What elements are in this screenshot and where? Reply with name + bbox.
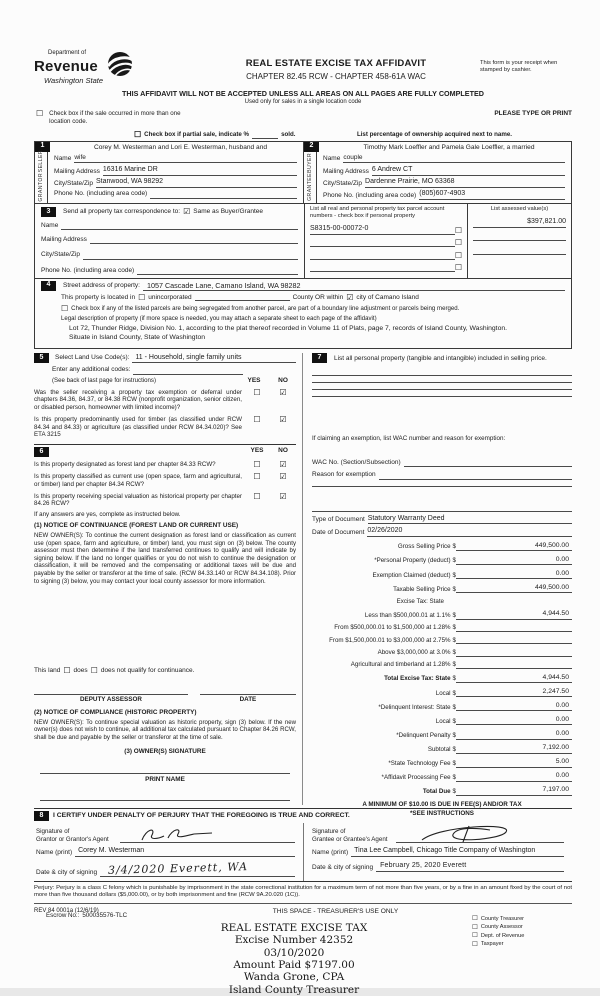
money-label: *State Technology Fee xyxy=(388,759,451,767)
buyer-block xyxy=(303,142,571,204)
seller-side-label: SELLER xyxy=(37,150,44,173)
land-use-column xyxy=(34,353,302,805)
money-label: Taxable Selling Price xyxy=(393,585,451,593)
assessed-value-field[interactable] xyxy=(473,248,566,255)
located-in-label: This property is located in xyxy=(61,293,136,301)
stamp-treasurer-title: Island County Treasurer xyxy=(228,983,360,996)
stamp-excise-number: Excise Number 42352 xyxy=(234,934,354,947)
grantee-signature-block xyxy=(303,823,572,881)
assessed-value-field[interactable]: $397,821.00 xyxy=(473,218,566,228)
assessed-header: List assessed value(s) xyxy=(490,206,549,213)
reason-field[interactable] xyxy=(379,473,572,480)
dept-of-revenue-label: Dept. of Revenue xyxy=(480,932,525,939)
taxpayer-label: Taxpayer xyxy=(480,941,504,948)
county-assessor-label: County Assessor xyxy=(480,924,523,931)
grantee-name-label: Name (print) xyxy=(312,849,349,857)
section-3-number: 3 xyxy=(41,207,56,217)
continuance-title: (1) NOTICE OF CONTINUANCE (FOREST LAND OR CURRENT USE) xyxy=(34,521,239,529)
grantor-signature-block xyxy=(34,823,303,881)
buyer-citystate-field[interactable]: Dardenne Prairie, MO 63368 xyxy=(365,178,565,188)
stamp-line: REAL ESTATE EXCISE TAX xyxy=(220,921,368,934)
street-address-field[interactable]: 1057 Cascade Lane, Camano Island, WA 98282 xyxy=(143,281,565,291)
send-correspondence-label: Send all property tax correspondence to: xyxy=(63,208,181,216)
dept-of-label: Department of xyxy=(48,50,87,56)
taxpayer-checkbox[interactable]: ☐ xyxy=(472,940,478,948)
deputy-date-line[interactable] xyxy=(200,687,296,695)
owner-signature-label: (3) OWNER(S) SIGNATURE xyxy=(124,748,206,756)
parcel-2-personal-checkbox[interactable]: ☐ xyxy=(454,238,462,248)
land-use-code-field[interactable]: 11 - Household, single family units xyxy=(132,354,296,364)
q-currentuse-yes-checkbox[interactable]: ☐ xyxy=(253,472,261,482)
question-timber-agriculture: Is this property predominantly used for timber (as classified under RCW 84.34 and 84.33) or agriculture (as classified under RCW 84.34.020)? See ETA 3215 xyxy=(34,415,242,439)
reason-continuation-line[interactable] xyxy=(312,486,572,487)
exemption-note: If claiming an exemption, list WAC number and reason for exemption: xyxy=(312,435,506,443)
q-currentuse-no-checkbox[interactable]: ☑ xyxy=(279,472,287,482)
grantee-name-field[interactable]: Tina Lee Campbell, Chicago Title Company of Washington xyxy=(351,847,564,857)
buyer-name-label: Name xyxy=(323,155,341,163)
grantor-name-field[interactable]: Corey M. Westerman xyxy=(75,847,295,857)
dollar-sign: $ xyxy=(452,661,456,669)
q-historical-no-checkbox[interactable]: ☑ xyxy=(279,491,287,501)
does-not-qualify-checkbox[interactable]: ☐ xyxy=(90,665,98,675)
money-label: Above $3,000,000 at 3.0% xyxy=(377,649,451,657)
exemption-claimed-field[interactable]: 0.00 xyxy=(456,570,572,579)
dollar-sign: $ xyxy=(452,649,456,657)
see-instructions-note: *SEE INSTRUCTIONS xyxy=(409,809,475,817)
tax-correspondence-section xyxy=(34,204,572,279)
state-technology-fee-field[interactable]: 5.00 xyxy=(456,758,572,767)
partial-sale-percent-field[interactable] xyxy=(252,132,278,139)
seller-buyer-section xyxy=(34,141,572,205)
money-label: From $500,000.01 to $1,500,000 at 1.28% xyxy=(334,624,451,632)
grantor-sig-label1: Signature of xyxy=(36,827,70,835)
dollar-sign: $ xyxy=(452,774,456,782)
form-header xyxy=(34,50,572,86)
wac-label: WAC No. (Section/Subsection) xyxy=(312,459,401,467)
dor-swirl-logo-icon xyxy=(105,50,135,86)
dollar-sign: $ xyxy=(452,731,456,739)
seller-name-label: Name xyxy=(54,155,72,163)
same-as-buyer-checkbox[interactable]: ☑ xyxy=(183,207,191,217)
affidavit-processing-fee-field[interactable]: 0.00 xyxy=(456,772,572,781)
dollar-sign: $ xyxy=(452,543,456,551)
section-5-number: 5 xyxy=(34,353,49,363)
money-label: *Delinquent Penalty xyxy=(396,731,451,739)
buyer-citystate-label: City/State/Zip xyxy=(323,179,363,187)
money-label: Gross Selling Price xyxy=(397,543,451,551)
dollar-sign: $ xyxy=(452,612,456,620)
local-excise-field[interactable]: 2,247.50 xyxy=(456,688,572,697)
partial-sale-label: Check box if partial sale, indicate % xyxy=(144,130,250,138)
perjury-statement: Perjury: Perjury is a class C felony which is punishable by imprisonment in the state correctional institution for a maximum term of not more than five years, or by a fine in an amount fixed by the court of not more than five thousand dollars ($5,000.00), or by both imprisonment and fine (RCW 9A.20.020 (1C)). xyxy=(34,884,572,899)
money-label: Exemption Claimed (deduct) xyxy=(372,571,451,579)
street-address-label: Street address of property: xyxy=(63,281,140,289)
treasurer-use-only-label: THIS SPACE - TREASURER'S USE ONLY xyxy=(272,907,399,915)
parcel-3-personal-checkbox[interactable]: ☐ xyxy=(454,250,462,260)
corr-name-field[interactable] xyxy=(61,223,298,230)
yes-header: YES xyxy=(250,447,264,455)
gross-selling-price-field[interactable]: 449,500.00 xyxy=(456,542,572,551)
corr-phone-label: Phone No. (including area code) xyxy=(41,266,135,274)
property-address-section xyxy=(34,279,572,350)
grantor-sig-label2: Grantor or Grantor's Agent xyxy=(36,835,109,843)
q-historical-yes-checkbox[interactable]: ☐ xyxy=(253,491,261,501)
seller-phone-field[interactable] xyxy=(150,192,297,199)
back-note: (See back of last page for instructions) xyxy=(52,376,156,384)
dept-of-revenue-checkbox[interactable]: ☐ xyxy=(472,932,478,940)
subtotal-field[interactable]: 7,192.00 xyxy=(456,744,572,753)
reason-label: Reason for exemption xyxy=(312,471,376,479)
certify-statement: I CERTIFY UNDER PENALTY OF PERJURY THAT THE FOREGOING IS TRUE AND CORRECT. xyxy=(53,812,350,820)
grantee-signature[interactable] xyxy=(396,825,564,843)
buyer-mailing-label: Mailing Address xyxy=(323,167,369,175)
dollar-sign: $ xyxy=(452,703,456,711)
owner-signature-line[interactable] xyxy=(40,766,290,774)
this-land-label: This land xyxy=(34,666,61,674)
stamp-treasurer-name: Wanda Grone, CPA xyxy=(243,971,345,984)
ownership-note: List percentage of ownership acquired next to name. xyxy=(356,130,512,138)
dollar-sign: $ xyxy=(452,636,456,644)
corr-name-label: Name xyxy=(41,222,59,230)
personal-property-deduct-field[interactable]: 0.00 xyxy=(456,556,572,565)
print-name-label: PRINT NAME xyxy=(145,776,185,784)
no-header: NO xyxy=(278,447,288,455)
excise-tax-state-label: Excise Tax: State xyxy=(396,597,444,605)
blank-line[interactable] xyxy=(312,511,572,512)
buyer-mailing-field[interactable]: 6 Andrew CT xyxy=(372,166,565,176)
money-label: *Delinquent Interest: State xyxy=(378,703,451,711)
unincorporated-label: unincorporated xyxy=(148,293,192,301)
county-assessor-checkbox[interactable]: ☐ xyxy=(472,923,478,931)
stamp-date: 03/10/2020 xyxy=(263,946,325,959)
dollar-sign: $ xyxy=(452,759,456,767)
seller-mailing-label: Mailing Address xyxy=(54,167,100,175)
routing-checkbox-list xyxy=(472,916,542,950)
money-label: Total Excise Tax: State xyxy=(384,675,451,683)
personal-property-column xyxy=(302,353,572,817)
legal-situate-text: Situate in Island County, State of Washington xyxy=(69,333,206,341)
revenue-label: Revenue xyxy=(34,57,98,75)
delinquent-interest-state-field[interactable]: 0.00 xyxy=(456,702,572,711)
parcel-number-field[interactable] xyxy=(310,265,455,272)
section-6-number: 6 xyxy=(34,447,49,457)
money-label: Total Due xyxy=(422,788,451,796)
tier2-tax-field[interactable] xyxy=(456,631,572,632)
grantee-sig-label1: Signature of xyxy=(312,827,346,835)
receipt-note: This form is your receipt when stamped by cashier. xyxy=(480,60,558,74)
dollar-sign: $ xyxy=(452,557,456,565)
agricultural-tax-field[interactable] xyxy=(456,668,572,669)
stamp-amount-paid: Amount Paid $7197.00 xyxy=(233,959,355,972)
yes-header: YES xyxy=(247,376,261,384)
section-2-number: 2 xyxy=(304,142,319,152)
seller-name-field[interactable]: wife xyxy=(74,154,297,163)
county-treasurer-label: County Treasurer xyxy=(480,915,525,922)
city-checkbox[interactable]: ☑ xyxy=(346,292,354,302)
compliance-text: NEW OWNER(S): To continue special valuation as historic property, sign (3) below. If the new owner(s) does not wish to continue, all additional tax calculated pursuant to Chapter 84.26 RCW, shall be due and payable by the seller or transferor at the time of sale. xyxy=(34,718,296,741)
wac-field[interactable] xyxy=(404,460,572,467)
grantee-date-field[interactable] xyxy=(376,862,564,872)
grantee-date-label: Date & city of signing xyxy=(312,863,374,871)
buyer-side-label: BUYER xyxy=(306,153,313,174)
tier1-tax-field[interactable]: 4,944.50 xyxy=(456,610,572,619)
total-due-field[interactable]: 7,197.00 xyxy=(456,786,572,795)
section-1-number: 1 xyxy=(35,142,50,152)
section-7-number: 7 xyxy=(312,353,327,363)
seller-block xyxy=(35,142,303,204)
seller-name-line1: Corey M. Westerman and Lori E. Westerman, husband and xyxy=(93,143,268,151)
partial-sale-checkbox[interactable]: ☐ xyxy=(134,129,142,139)
corr-citystate-label: City/State/Zip xyxy=(41,251,81,259)
additional-codes-label: Enter any additional codes: xyxy=(52,366,131,374)
seller-phone-label: Phone No. (including area code) xyxy=(54,190,148,198)
multi-location-label: Check box if the sale occurred in more than one location code. xyxy=(49,110,181,125)
tier4-tax-field[interactable] xyxy=(456,656,572,657)
question-forest-land: Is this property designated as forest land per chapter 84.33 RCW? xyxy=(34,461,216,469)
partial-sale-suffix: sold. xyxy=(281,130,296,138)
segregated-checkbox[interactable]: ☐ xyxy=(61,303,69,313)
buyer-name-line1: Timothy Mark Loeffler and Pamela Gale Loeffler, a married xyxy=(363,143,535,151)
treasurer-stamp xyxy=(144,922,444,996)
taxable-selling-price-field[interactable]: 449,500.00 xyxy=(456,584,572,593)
no-header: NO xyxy=(278,376,288,384)
land-use-label: Select Land Use Code(s): xyxy=(55,354,130,362)
any-yes-note: If any answers are yes, complete as instructed below. xyxy=(34,511,181,519)
county-field[interactable] xyxy=(195,294,290,301)
q-forest-no-checkbox[interactable]: ☑ xyxy=(279,460,287,470)
money-label: Local xyxy=(435,717,451,725)
grantor-signature[interactable] xyxy=(120,825,295,843)
buyer-phone-field[interactable]: (805)607-4903 xyxy=(419,190,565,200)
date-label: DATE xyxy=(239,695,257,703)
seller-citystate-field[interactable]: Stanwood, WA 98292 xyxy=(96,178,297,188)
certification-section xyxy=(34,808,572,882)
compliance-title: (2) NOTICE OF COMPLIANCE (HISTORIC PROPERTY) xyxy=(34,708,197,716)
unincorporated-checkbox[interactable]: ☐ xyxy=(138,292,146,302)
minimum-due-note: A MINIMUM OF $10.00 IS DUE IN FEE(S) AND/OR TAX xyxy=(362,800,522,808)
single-location-note: Used only for sales in a single location code xyxy=(244,98,362,105)
form-title: REAL ESTATE EXCISE TAX AFFIDAVIT xyxy=(245,58,427,69)
grantor-date-label: Date & city of signing xyxy=(36,868,98,876)
money-label: Local xyxy=(435,689,451,697)
q-timber-no-checkbox[interactable]: ☑ xyxy=(279,414,287,424)
parcel-number-field[interactable] xyxy=(310,240,455,247)
type-or-print-label: PLEASE TYPE OR PRINT xyxy=(494,110,572,118)
q-exemption-no-checkbox[interactable]: ☑ xyxy=(279,387,287,397)
delinquent-penalty-field[interactable]: 0.00 xyxy=(456,730,572,739)
grantor-name-label: Name (print) xyxy=(36,849,73,857)
money-label: From $1,500,000.01 to $3,000,000 at 2.75% xyxy=(329,636,451,644)
multi-location-checkbox[interactable]: ☐ xyxy=(36,109,44,119)
county-treasurer-checkbox[interactable]: ☐ xyxy=(472,915,478,923)
grantor-date-field[interactable] xyxy=(100,862,295,877)
acceptance-warning: THIS AFFIDAVIT WILL NOT BE ACCEPTED UNLESS ALL AREAS ON ALL PAGES ARE FULLY COMPLETED xyxy=(122,88,484,98)
grantor-date-handwriting: 3/4/2020 Everett, WA xyxy=(107,860,249,878)
additional-codes-field[interactable] xyxy=(133,368,243,375)
grantee-sig-label2: Grantee or Grantee's Agent xyxy=(312,835,388,843)
parcel-1-personal-checkbox[interactable]: ☐ xyxy=(454,225,462,235)
parcel-number-field[interactable] xyxy=(310,253,455,260)
dollar-sign: $ xyxy=(452,585,456,593)
money-label: *Personal Property (deduct) xyxy=(374,557,451,565)
does-label: does xyxy=(73,666,88,674)
section-4-number: 4 xyxy=(41,281,56,291)
grantee-date-text: February 25, 2020 Everett xyxy=(380,862,467,870)
total-state-excise-field[interactable]: 4,944.50 xyxy=(456,674,572,683)
doc-type-field[interactable]: Statutory Warranty Deed xyxy=(368,515,572,525)
dollar-sign: $ xyxy=(452,624,456,632)
form-subtitle: CHAPTER 82.45 RCW - CHAPTER 458-61A WAC xyxy=(246,71,426,81)
washington-state-label: Washington State xyxy=(44,76,104,86)
tier3-tax-field[interactable] xyxy=(456,643,572,644)
doc-date-field[interactable]: 02/26/2020 xyxy=(367,527,572,537)
continuance-text: NEW OWNER(S): To continue the current designation as forest land or classification as current use (open space, farm and agriculture, or timber) land, you must sign on (3) below. The county assessor must then determine if the land transferred continues to qualify and will indicate by signing below. If the land no longer qualifies or you do not wish to continue the designation or classification, it will be removed and the compensating or additional taxes will be due and payable by the seller or transferor at the time of sale. (RCW 84.33.140 or RCW 84.34.108). Prior to signing (3) below, you may contact your local county assessor for more information. xyxy=(34,531,296,585)
seller-citystate-label: City/State/Zip xyxy=(54,179,94,187)
seller-mailing-field[interactable]: 16316 Marine DR xyxy=(103,166,297,176)
section-8-number: 8 xyxy=(34,811,49,821)
personal-property-line[interactable] xyxy=(312,396,572,397)
personal-property-line[interactable] xyxy=(312,375,572,376)
personal-property-header: List all personal property (tangible and intangible) included in selling price. xyxy=(334,355,547,363)
q-forest-yes-checkbox[interactable]: ☐ xyxy=(253,460,261,470)
grantee-side-label: GRANTEE xyxy=(306,173,313,202)
money-label: Subtotal xyxy=(427,745,451,753)
q-timber-yes-checkbox[interactable]: ☐ xyxy=(253,414,261,424)
assessed-value-field[interactable] xyxy=(473,234,566,241)
dor-logo-block xyxy=(34,50,192,86)
question-current-use: Is this property classified as current use (open space, farm and agricultural, or timber) land per chapter 84.34 RCW? xyxy=(34,473,242,488)
corr-mailing-field[interactable] xyxy=(90,237,298,244)
legal-description-text: Lot 72, Thunder Ridge, Division No. 1, according to the plat thereof recorded in Volume 11 of Plats, page 7, records of Island County, Washington. xyxy=(69,325,508,333)
same-as-buyer-label: Same as Buyer/Grantee xyxy=(193,208,263,216)
rev-form-number: REV 84 0001a (12/6/19) xyxy=(34,907,99,914)
corr-phone-field[interactable] xyxy=(137,268,298,275)
does-qualify-checkbox[interactable]: ☐ xyxy=(63,665,71,675)
legal-description-label: Legal description of property (if more space is needed, you may attach a separate sheet to each page of the affidavit) xyxy=(61,314,377,322)
treasurer-zone xyxy=(34,903,572,996)
grantor-side-label: GRANTOR xyxy=(37,172,44,202)
q-exemption-yes-checkbox[interactable]: ☐ xyxy=(253,387,261,397)
segregated-label: Check box if any of the listed parcels are being segregated from another parcel, are part of a boundary line adjustment or parcels being merged. xyxy=(71,305,460,313)
parcel-4-personal-checkbox[interactable]: ☐ xyxy=(454,263,462,273)
parcel-number-field[interactable]: S8315-00-00072-0 xyxy=(310,225,455,235)
county-or-within-label: County OR within xyxy=(292,293,344,301)
buyer-name-field[interactable]: couple xyxy=(343,154,565,163)
corr-mailing-label: Mailing Address xyxy=(41,236,87,244)
deputy-assessor-signature-line[interactable] xyxy=(34,687,188,695)
deputy-assessor-label: DEPUTY ASSESSOR xyxy=(79,695,142,703)
escrow-number: 500035576-TLC xyxy=(82,911,128,919)
does-not-label: does not qualify for continuance. xyxy=(100,666,195,674)
dollar-sign: $ xyxy=(452,571,456,579)
question-exemption-deferral: Was the seller receiving a property tax exemption or deferral under chapters 84.36, 84.37, or 84.38 RCW (nonprofit organization, senior citizen, or disabled person, homeowner with limited income)? xyxy=(34,388,242,412)
escrow-number-block xyxy=(46,912,127,920)
personal-property-line[interactable] xyxy=(312,382,572,383)
dollar-sign: $ xyxy=(452,717,456,725)
city-label: city of Camano Island xyxy=(356,293,419,301)
doc-type-label: Type of Document xyxy=(312,516,365,524)
question-historical: Is this property receiving special valuation as historical property per chapter 84.26 RCW? xyxy=(34,492,242,508)
dollar-sign: $ xyxy=(452,675,456,683)
money-label: *Affidavit Processing Fee xyxy=(381,774,451,782)
money-label: Less than $500,000.01 at 1.1% xyxy=(364,612,451,620)
corr-citystate-field[interactable] xyxy=(83,253,298,260)
buyer-phone-label: Phone No. (including area code) xyxy=(323,192,417,200)
dollar-sign: $ xyxy=(452,788,456,796)
delinquent-interest-local-field[interactable]: 0.00 xyxy=(456,716,572,725)
dollar-sign: $ xyxy=(452,689,456,697)
dollar-sign: $ xyxy=(452,745,456,753)
escrow-label: Escrow No.: xyxy=(46,911,80,919)
money-label: Agricultural and timberland at 1.28% xyxy=(350,661,451,669)
personal-property-line[interactable] xyxy=(312,389,572,390)
doc-date-label: Date of Document xyxy=(312,528,365,536)
parcel-header: List all real and personal property tax parcel account numbers - check box if personal property xyxy=(310,206,445,220)
owner-print-name-line[interactable] xyxy=(40,793,290,801)
